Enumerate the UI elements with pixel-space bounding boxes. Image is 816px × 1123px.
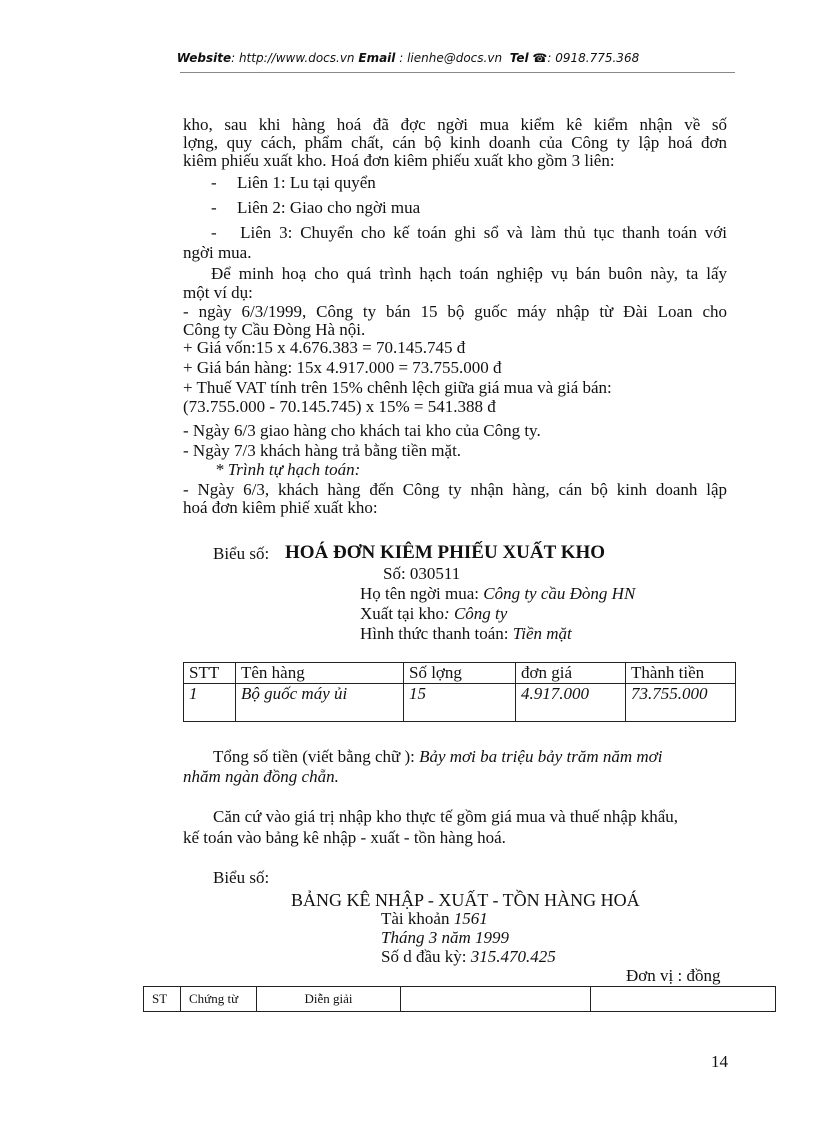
column-header: Chứng từ (181, 987, 257, 1012)
ledger-table (143, 986, 776, 1012)
website-label: Website (176, 51, 232, 65)
text-line: (73.755.000 - 70.145.745) x 15% = 541.388 đ (183, 397, 496, 416)
text-line: một ví dụ: (183, 283, 253, 302)
text-line: kho, sau khi hàng hoá đã đợc ngời mua kiểm kê kiểm nhận về số (183, 115, 727, 134)
text-line: ngời mua. (183, 243, 252, 262)
text-line: lợng, quy cách, phẩm chất, cán bộ kinh doanh của Công ty lập hoá đơn (183, 133, 727, 152)
invoice-table (183, 662, 736, 722)
section-heading: * Trình tự hạch toán: (215, 460, 361, 479)
tel-label: Tel (509, 51, 529, 65)
column-header (591, 987, 776, 1012)
list-item: - Liên 2: Giao cho ngời mua (211, 198, 421, 217)
email-label: Email (358, 51, 396, 65)
warehouse-line: Xuất tại kho: Công ty (360, 604, 508, 623)
page-number: 14 (711, 1052, 728, 1071)
table-cell: 1 (184, 684, 236, 722)
text-line: kế toán vào bảng kê nhập - xuất - tồn hàng hoá. (183, 828, 506, 847)
bullet-dash: - (211, 198, 217, 217)
table-header-row (184, 663, 736, 684)
payment-line: Hình thức thanh toán: Tiền mặt (360, 624, 572, 643)
column-header: Tên hàng (236, 663, 404, 684)
account-line: Tài khoản 1561 (381, 909, 488, 928)
ledger-title: BẢNG KÊ NHẬP - XUẤT - TỒN HÀNG HOÁ (291, 890, 640, 910)
opening-balance-line: Số d đầu kỳ: 315.470.425 (381, 947, 556, 966)
text-line: - Ngày 6/3 giao hàng cho khách tai kho của Công ty. (183, 421, 541, 440)
unit-label: Đơn vị : đồng (626, 966, 721, 985)
table-row (184, 684, 736, 722)
table-cell: 4.917.000 (516, 684, 626, 722)
column-header: Số lợng (404, 663, 516, 684)
text-line: - Ngày 7/3 khách hàng trả bằng tiền mặt. (183, 441, 462, 460)
total-line: Tổng số tiền (viết bằng chữ ): Bảy mơi ba triệu bảy trăm năm mơi (213, 747, 663, 766)
website: : http://www.docs.vn (231, 51, 355, 65)
text-line: hoá đơn kiêm phiế xuất kho: (183, 498, 378, 517)
table-cell: 73.755.000 (626, 684, 736, 722)
phone-icon: ☎ (532, 51, 548, 65)
list-item: - Liên 1: Lu tại quyển (211, 173, 376, 192)
table-header-row (144, 987, 776, 1012)
table-cell: 15 (404, 684, 516, 722)
column-header (401, 987, 591, 1012)
tel: : 0918.775.368 (547, 51, 640, 65)
list-item: - Liên 3: Chuyển cho kế toán ghi sổ và làm thủ tục thanh toán với (211, 223, 727, 242)
column-header: Diễn giải (257, 987, 401, 1012)
page-header (0, 51, 816, 65)
text-line: + Giá vốn:15 x 4.676.383 = 70.145.745 đ (183, 338, 466, 357)
ledger-label: Biểu số: (213, 868, 270, 887)
invoice-number: Số: 030511 (383, 564, 461, 583)
column-header: STT (184, 663, 236, 684)
invoice-title: HOÁ ĐƠN KIÊM PHIẾU XUẤT KHO (285, 542, 606, 563)
column-header: đơn giá (516, 663, 626, 684)
text-line: Căn cứ vào giá trị nhập kho thực tế gồm giá mua và thuế nhập khẩu, (213, 807, 679, 826)
buyer-line: Họ tên ngời mua: Công ty cầu Đòng HN (360, 584, 636, 603)
column-header: Thành tiền (626, 663, 736, 684)
header-rule (180, 72, 735, 73)
text-line: + Thuế VAT tính trên 15% chênh lệch giữa giá mua và giá bán: (183, 378, 612, 397)
text-line: + Giá bán hàng: 15x 4.917.000 = 73.755.000 đ (183, 358, 502, 377)
bullet-dash: - (211, 173, 217, 192)
period-line: Tháng 3 năm 1999 (381, 928, 509, 947)
email: : lienhe@docs.vn (395, 51, 503, 65)
invoice-label: Biểu số: (213, 544, 270, 563)
text-line: - ngày 6/3/1999, Công ty bán 15 bộ guốc máy nhập từ Đài Loan cho (183, 302, 727, 321)
column-header: ST (144, 987, 181, 1012)
text-line: Công ty Cầu Đòng Hà nội. (183, 320, 366, 339)
text-line: Để minh hoạ cho quá trình hạch toán nghiệp vụ bán buôn này, ta lấy (211, 264, 727, 283)
table-cell: Bộ guốc máy ủi (236, 684, 404, 722)
text-line: - Ngày 6/3, khách hàng đến Công ty nhận hàng, cán bộ kinh doanh lập (183, 480, 727, 499)
total-line-cont: nhăm ngàn đồng chẵn. (183, 767, 339, 786)
text-line: kiêm phiếu xuất kho. Hoá đơn kiêm phiếu xuất kho gồm 3 liên: (183, 151, 615, 170)
